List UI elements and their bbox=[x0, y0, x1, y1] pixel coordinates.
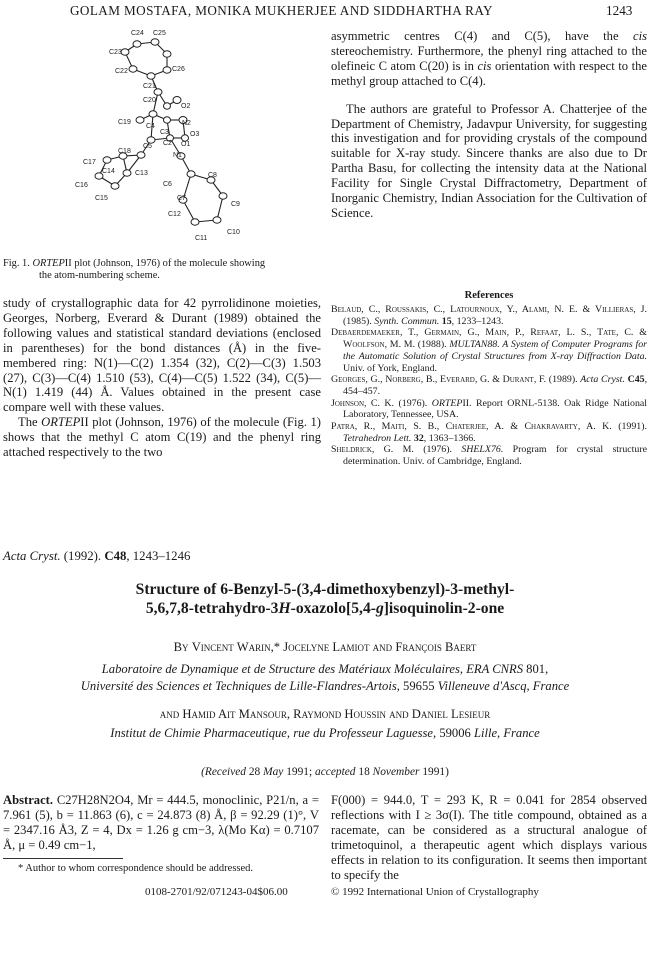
atom-label: C2 bbox=[163, 140, 172, 147]
atom-label: C5 bbox=[143, 143, 152, 150]
running-header-authors: GOLAM MOSTAFA, MONIKA MUKHERJEE AND SIDDHARTHA RAY bbox=[70, 3, 493, 18]
atom-label: C10 bbox=[227, 229, 240, 236]
figure-caption bbox=[3, 258, 321, 283]
abstract-text: Mr = 444.5, monoclinic, P21/n, a = 7.961 (5), b = 11.863 (6), c = 24.873 (8) Å, β = 92.29 (1)°, V = 2347.16 Å3, Z = 4, Dx = 1.26 g cm−3, λ(Mo Kα) = 0.7107 Å, μ = 0.49 cm−1, bbox=[3, 793, 319, 852]
ref-year: (1976). bbox=[423, 444, 452, 456]
atom-labels bbox=[75, 30, 240, 242]
atom-label: C18 bbox=[118, 148, 131, 155]
footnote: * Author to whom correspondence should be addressed. bbox=[18, 863, 254, 874]
left-column bbox=[3, 296, 321, 460]
atom-label: C14 bbox=[102, 168, 115, 175]
affil-num: 801, bbox=[526, 662, 549, 676]
abstract-left bbox=[3, 793, 319, 853]
received-dates bbox=[10, 766, 640, 778]
atom-label: C3 bbox=[160, 129, 169, 136]
ref-journal: Tetrahedron Lett. bbox=[343, 432, 412, 444]
atom-label: C20 bbox=[143, 97, 156, 104]
page-number: 1243 bbox=[606, 3, 633, 18]
acknowledgements: The authors are grateful to Professor A. Chatterjee of the Department of Chemistry, Jadavpur University, for suggesting this investigation and for providing crystals of the compound suitable for X-ray study. Sincere thanks are also due to Dr Partha Basu, for collecting the intensity data at the National Facility for Single Crystal Diffractometry, Department of Inorganic Chemistry, Indian Association for the Cultivation of Science. bbox=[331, 101, 647, 220]
ref-authors: Georges, G., Norberg, B., Everard, G. & Durant, F. bbox=[331, 374, 547, 386]
article-code: 0108-2701/92/071243-04$06.00 bbox=[145, 886, 288, 898]
ref-authors: Sheldrick, G. M. bbox=[331, 444, 414, 456]
caption-line-2: the atom-numbering scheme. bbox=[39, 270, 160, 282]
atom-label: N1 bbox=[173, 152, 182, 159]
byline-by: By bbox=[173, 640, 189, 654]
r-p1-cis2: cis bbox=[477, 58, 492, 73]
atom-label: O1 bbox=[181, 141, 191, 148]
received-text: May bbox=[263, 766, 284, 778]
received-num: 1991; bbox=[286, 766, 313, 778]
byline-authors: Vincent Warin,* Jocelyne Lamiot and François Baert bbox=[191, 640, 477, 654]
journal-pages: , 1243–1246 bbox=[126, 549, 191, 563]
ref-year: (1976). bbox=[398, 397, 428, 409]
author-byline bbox=[20, 640, 630, 655]
ref-title: MULTAN88. A System of Computer Programs for the Automatic Solution of Crystal Structures from X-ray Diffraction Data. bbox=[343, 339, 648, 362]
reference-item bbox=[331, 374, 647, 397]
atom-label: C12 bbox=[168, 211, 181, 218]
reference-item bbox=[331, 421, 647, 444]
atom-label: N2 bbox=[182, 120, 191, 127]
atom-label: O2 bbox=[181, 103, 191, 110]
p2-rest: plot (Johnson, 1976) of the molecule (Fig. 1) shows that the methyl C atom C(19) and the phenyl ring attached respectively to the two bbox=[3, 415, 322, 460]
atom-label: C23 bbox=[109, 49, 122, 56]
p2-ortep-ii: II bbox=[80, 415, 89, 430]
ref-rest: Program for crystal structure determination. Univ. of Cambridge, England. bbox=[343, 444, 647, 468]
ref-rest: . Report ORNL-5138. Oak Ridge National Laboratory, Tennessee, USA. bbox=[343, 397, 648, 421]
ref-rest: Univ. of York, England. bbox=[343, 362, 437, 374]
atom-label: C11 bbox=[195, 235, 208, 242]
atom-label: C7 bbox=[177, 195, 186, 202]
caption-prefix: Fig. 1. bbox=[3, 258, 30, 269]
abstract-label: Abstract. bbox=[3, 793, 54, 807]
journal-year: (1992). bbox=[63, 549, 102, 563]
affil-line-1 bbox=[10, 661, 640, 678]
ref-pages: , 454–457. bbox=[343, 374, 648, 397]
journal-name: Acta Cryst. bbox=[3, 549, 61, 563]
copyright: © 1992 International Union of Crystallography bbox=[331, 886, 539, 898]
received-text: November bbox=[372, 766, 420, 778]
ref-year: (1988). bbox=[417, 339, 447, 351]
received-num: 28 bbox=[248, 766, 261, 778]
ref-journal: Acta Cryst. bbox=[580, 374, 625, 386]
ref-volume: 15 bbox=[441, 315, 452, 327]
title-part: -oxazolo[5,4- bbox=[290, 600, 376, 617]
atom-label: C9 bbox=[231, 201, 240, 208]
atom-label: C21 bbox=[143, 83, 156, 90]
caption-ortep-ii: II bbox=[64, 258, 72, 269]
ref-volume: C45 bbox=[627, 374, 645, 386]
title-line-2 bbox=[30, 599, 620, 618]
title-part: g bbox=[375, 600, 384, 617]
ref-authors: Belaud, C., Roussakis, C., Latournoux, Y., Alami, N. E. & Villieras, J. bbox=[331, 304, 647, 315]
reference-item bbox=[331, 304, 647, 327]
ref-volume: 32 bbox=[413, 432, 424, 444]
atom-label: C15 bbox=[95, 195, 108, 202]
atom-label: C4 bbox=[146, 123, 155, 130]
affiliation-1 bbox=[10, 661, 640, 695]
affil-text: Université des Sciences et Techniques de Lille-Flandres-Artois, bbox=[80, 679, 400, 693]
references-list bbox=[331, 304, 647, 468]
ref-year: (1989). bbox=[548, 374, 578, 386]
journal-volume: C48 bbox=[104, 549, 127, 563]
ref-title-ii: II bbox=[462, 397, 470, 409]
title-part: H bbox=[278, 600, 291, 617]
atom-label: C13 bbox=[135, 170, 148, 177]
left-paragraph-1: study of crystallographic data for 42 pyrrolidinone moieties, Georges, Norberg, Everard & Durant (1989) obtained the following values and statistical standard deviations (enclosed in parentheses) for the bond distances (Å) in the five-membered ring: N(1)—C(2) 1.354 (32), C(2)—C(3) 1.503 (27), C(3)—C(4) 1.510 (53), C(4)—C(5) 1.522 (34), C(5)—N(1) 1.419 (44) Å. Values obtained in the present case compare well with these values. bbox=[3, 296, 321, 415]
article-title bbox=[30, 580, 620, 618]
atom-label: C25 bbox=[153, 30, 166, 37]
received-text: (Received bbox=[201, 766, 246, 778]
received-text: accepted bbox=[315, 766, 356, 778]
r-p1-c: orientation with respect to the methyl group attached to C(4). bbox=[331, 58, 647, 88]
p2-ortep: ORTEP bbox=[41, 415, 81, 430]
affil-line-2 bbox=[10, 678, 640, 695]
received-num: 1991) bbox=[422, 766, 449, 778]
affil-text: Institut de Chimie Pharmaceutique, rue du Professeur Laguesse, bbox=[110, 726, 437, 740]
reference-item bbox=[331, 398, 647, 421]
ref-authors: Debaerdemaeker, T., Germain, G., Main, P., Refaat, L. S., Tate, C. & Woolfson, M. M. bbox=[331, 327, 647, 351]
abstract-formula: C27H28N2O4, bbox=[56, 793, 134, 807]
affiliation-2 bbox=[10, 726, 640, 741]
title-part: ]isoquinolin-2-one bbox=[383, 600, 505, 617]
ref-journal: Synth. Commun. bbox=[374, 315, 440, 327]
left-paragraph-2 bbox=[3, 415, 321, 460]
author-byline-2: and Hamid Ait Mansour, Raymond Houssin and Daniel Lesieur bbox=[159, 707, 491, 721]
ref-title: SHELX76. bbox=[461, 444, 504, 456]
affil-num: 59006 bbox=[439, 726, 471, 740]
atom-label: C6 bbox=[163, 181, 172, 188]
ref-pages: , 1363–1366. bbox=[423, 432, 476, 444]
footnote-rule bbox=[3, 858, 123, 859]
abstract-right: F(000) = 944.0, T = 293 K, R = 0.041 for 2854 observed reflections with I ≥ 3σ(I). The title compound, obtained as a racemate, can be considered as a structural analogue of trimetoquinol, a therapeutic agent which displays various effects in relation to its configuration. It seems then important to specify the bbox=[331, 793, 647, 882]
p2-lead: The bbox=[18, 415, 38, 430]
ref-authors: Patra, R., Maiti, S. B., Chaterjee, A. & Chakravarty, A. K. bbox=[331, 421, 612, 433]
r-p1-cis1: cis bbox=[633, 29, 647, 43]
ortep-figure bbox=[55, 28, 310, 260]
r-p1-b: stereochemistry. Furthermore, the phenyl ring attached to the olefineic C atom C(20) is in bbox=[331, 43, 647, 73]
ref-pages: , 1233–1243. bbox=[451, 315, 504, 327]
ref-authors: Johnson, C. K. bbox=[331, 397, 395, 409]
title-line-1: Structure of 6-Benzyl-5-(3,4-dimethoxybenzyl)-3-methyl- bbox=[135, 581, 515, 598]
reference-item bbox=[331, 444, 647, 467]
reference-item bbox=[331, 327, 647, 374]
right-column bbox=[331, 29, 647, 221]
ref-year: (1991). bbox=[618, 421, 647, 433]
affil-num: 59655 bbox=[403, 679, 435, 693]
received-num: 18 bbox=[358, 766, 370, 778]
caption-text: plot (Johnson, 1976) of the molecule showing bbox=[74, 258, 266, 269]
title-part: 5,6,7,8-tetrahydro-3 bbox=[145, 600, 279, 617]
right-paragraph-1 bbox=[331, 29, 647, 89]
affil-text: Lille, France bbox=[473, 726, 540, 740]
r-p1-a: asymmetric centres C(4) and C(5), have the bbox=[331, 29, 619, 43]
atom-label: C17 bbox=[83, 159, 96, 166]
references-heading: References bbox=[464, 290, 514, 301]
atom-label: C22 bbox=[115, 68, 128, 75]
atom-label: C26 bbox=[172, 66, 185, 73]
atom-label: C19 bbox=[118, 119, 131, 126]
ref-year: (1985). bbox=[343, 315, 372, 327]
atom-label: O3 bbox=[190, 131, 200, 138]
affil-text: Laboratoire de Dynamique et de Structure des Matériaux Moléculaires, ERA CNRS bbox=[101, 662, 524, 676]
atom-label: C8 bbox=[208, 172, 217, 179]
affil-text: Villeneuve d'Ascq, France bbox=[437, 679, 570, 693]
atom-label: C24 bbox=[131, 30, 144, 37]
ref-title: ORTEP bbox=[431, 397, 463, 409]
caption-ortep: ORTEP bbox=[32, 258, 65, 269]
atom-label: C16 bbox=[75, 182, 88, 189]
journal-citation bbox=[3, 549, 190, 564]
